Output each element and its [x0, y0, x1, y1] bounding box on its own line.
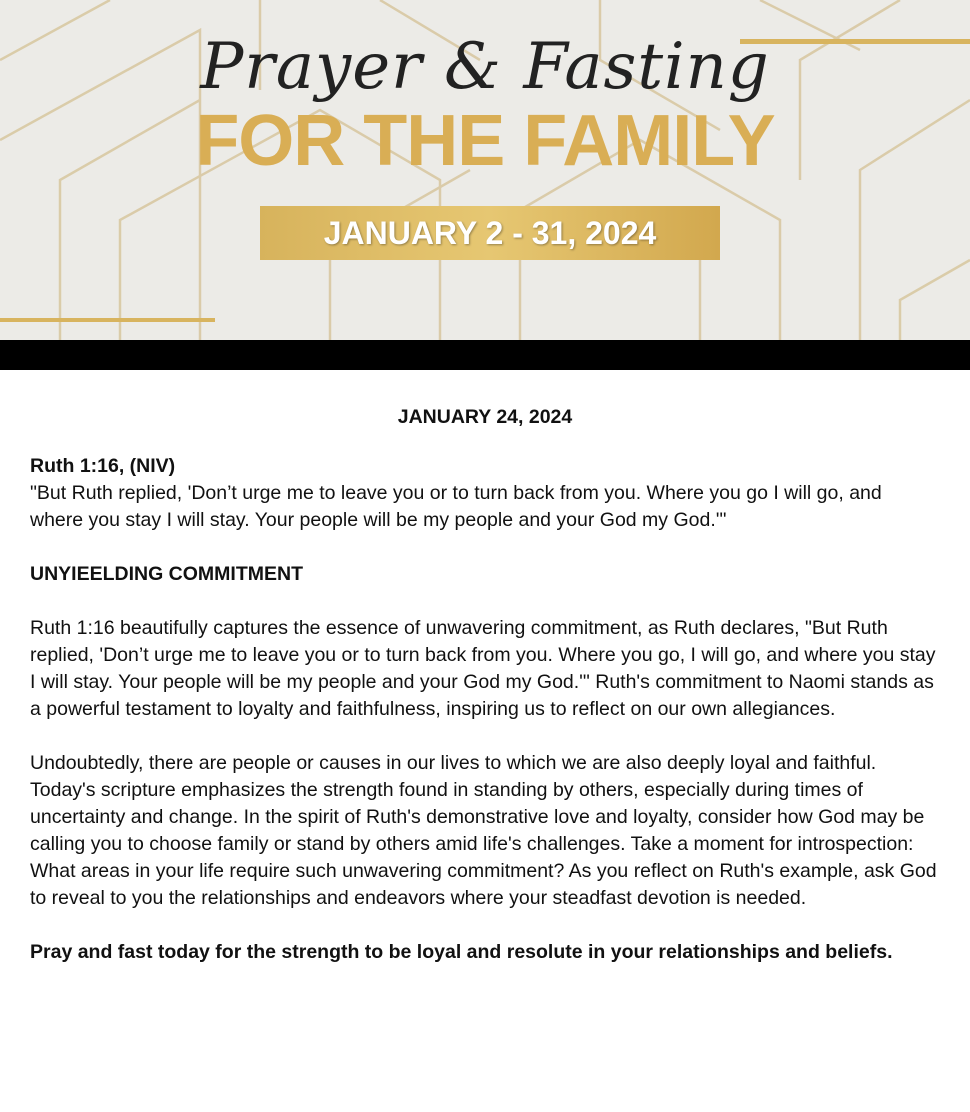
banner-main-title: FOR THE FAMILY: [195, 101, 775, 181]
devotional-content: [0, 404, 970, 966]
devotional-date: JANUARY 24, 2024: [397, 406, 573, 428]
paragraph-1: Ruth 1:16 beautifully captures the essence of unwavering commitment, as Ruth declares, "But Ruth replied, 'Don’t urge me to leave you or to turn back from you. Where you go, I will go, and where you stay I will stay. Your people will be my people and your God my God.'" Ruth's commitment to Naomi stands as a powerful testament to loyalty and faithfulness, inspiring us to reflect on our own allegiances.: [30, 617, 936, 720]
banner-script-title: Prayer & Fasting: [200, 30, 770, 104]
divider-bar: [0, 340, 970, 370]
scripture-text: "But Ruth replied, 'Don’t urge me to leave you or to turn back from you. Where you go I will go, and where you stay I will stay. Your people will be my people and your God my God.'": [30, 482, 882, 531]
paragraph-2: Undoubtedly, there are people or causes in our lives to which we are also deeply loyal and faithful. Today's scripture emphasizes the strength found in standing by others, especially during times of uncertainty and change. In the spirit of Ruth's demonstrative love and loyalty, consider how God may be calling you to choose family or stand by others amid life's challenges. Take a moment for introspection: What areas in your life require such unwavering commitment? As you reflect on Ruth's example, ask God to reveal to you the relationships and endeavors where your steadfast devotion is needed.: [30, 752, 937, 909]
header-banner: [0, 0, 970, 340]
section-heading: UNYIEELDING COMMITMENT: [30, 563, 303, 585]
scripture-reference: Ruth 1:16, (NIV): [30, 455, 176, 477]
banner-date-range: JANUARY 2 - 31, 2024: [260, 206, 720, 260]
prayer-focus: Pray and fast today for the strength to be loyal and resolute in your relationships and beliefs.: [30, 941, 893, 963]
